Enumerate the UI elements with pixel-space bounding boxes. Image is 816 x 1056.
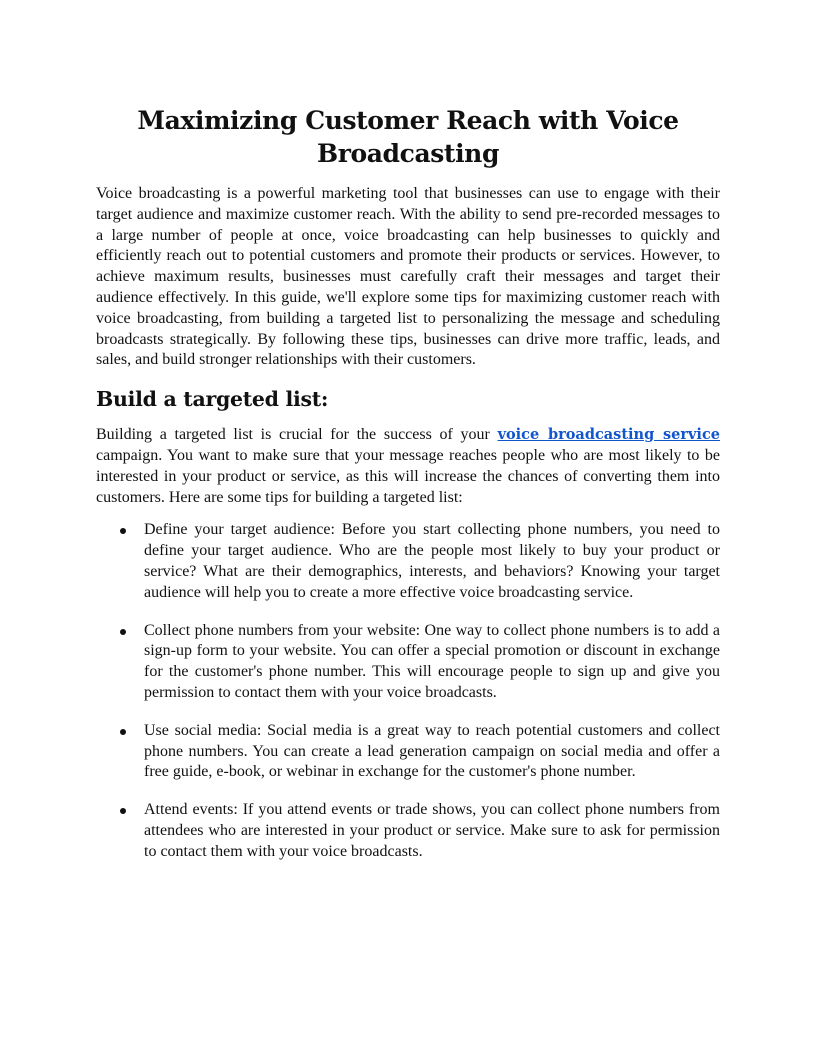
list-item: [96, 621, 720, 704]
bullet-icon: [120, 528, 126, 534]
section-heading: Build a targeted list:: [96, 387, 329, 412]
list-item: [96, 800, 720, 862]
bullet-icon: [120, 629, 126, 635]
list-item-text: Collect phone numbers from your website: One way to collect phone numbers is to add a sign-up form to your website. You can offer a special promotion or discount in exchange for the customer's phone number. This will encourage people to sign up and give you permission to contact them with your voice broadcasts.: [144, 621, 720, 701]
list-item-text: Use social media: Social media is a great way to reach potential customers and collect phone numbers. You can create a lead generation campaign on social media and offer a free guide, e-book, or webinar in exchange for the customer's phone number.: [144, 721, 720, 781]
list-item-text: Define your target audience: Before you start collecting phone numbers, you need to define your target audience. Who are the people most likely to buy your product or service? What are their demographics, interests, and behaviors? Knowing your target audience will help you to create a more effective voice broadcasting service.: [144, 521, 720, 601]
document-page: [96, 104, 720, 880]
list-item: [96, 721, 720, 783]
list-item: [96, 520, 720, 603]
section-paragraph: [96, 425, 720, 508]
bullet-icon: [120, 808, 126, 814]
bullet-icon: [120, 729, 126, 735]
intro-paragraph: Voice broadcasting is a powerful marketing tool that businesses can use to engage with their target audience and maximize customer reach. With the ability to send pre-recorded messages to a large number of people at once, voice broadcasting can help businesses to quickly and efficiently reach out to potential customers and promote their products or services. However, to achieve maximum results, businesses must carefully craft their messages and target their audience effectively. In this guide, we'll explore some tips for maximizing customer reach with voice broadcasting, from building a targeted list to personalizing the message and scheduling broadcasts strategically. By following these tips, businesses can drive more traffic, leads, and sales, and build stronger relationships with their customers.: [96, 185, 720, 369]
list-item-text: Attend events: If you attend events or trade shows, you can collect phone numbers from attendees who are interested in your product or service. Make sure to ask for permission to contact them with your voice broadcasts.: [144, 801, 720, 860]
page-title: Maximizing Customer Reach with Voice Broadcasting: [137, 106, 679, 168]
tips-list: [96, 520, 720, 862]
voice-broadcasting-service-link[interactable]: voice broadcasting service: [497, 426, 720, 444]
paragraph-text-before-link: Building a targeted list is crucial for the success of your: [96, 426, 498, 444]
paragraph-text-after-link: campaign. You want to make sure that your message reaches people who are most likely to be interested in your product or service, as this will increase the chances of converting them into customers. Here are some tips for building a targeted list:: [96, 446, 720, 506]
